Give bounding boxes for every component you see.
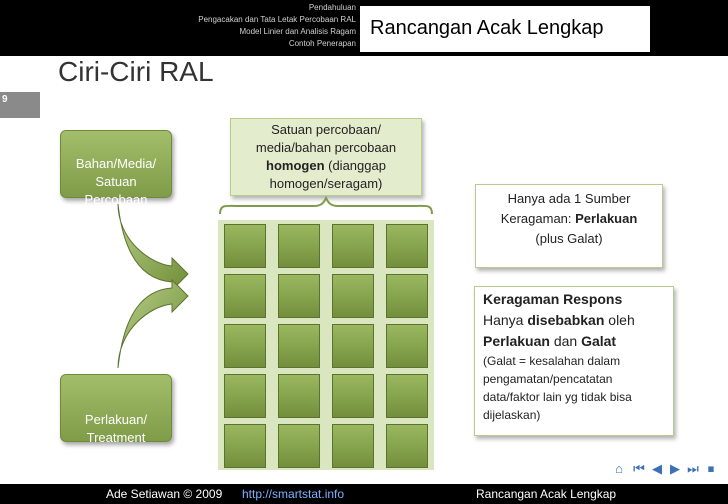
experimental-unit-grid (218, 220, 434, 470)
experimental-unit-cell (278, 374, 320, 418)
experimental-unit-cell (386, 424, 428, 468)
respons-line2 (483, 310, 665, 331)
experimental-unit-cell (278, 224, 320, 268)
respons-note: (Galat = kesalahan dalam pengamatan/pencatatan data/faktor lain yg tidak bisa dijelaskan) (483, 354, 632, 422)
respons-title-text: Keragaman Respons (483, 291, 623, 307)
footer-author: Ade Setiawan © 2009 (106, 487, 223, 501)
nav-item-pengacakan[interactable]: Pengacakan dan Tata Letak Percobaan RAL (198, 15, 356, 24)
respons-l2c: oleh (604, 312, 635, 328)
media-box (60, 130, 172, 207)
first-icon[interactable]: ⏮ (633, 461, 645, 476)
experimental-unit-cell (386, 274, 428, 318)
sumber-line1: Hanya ada 1 Sumber (507, 191, 631, 206)
experimental-unit-cell (224, 424, 266, 468)
response-variance-box (474, 286, 674, 436)
experimental-unit-cell (224, 274, 266, 318)
experimental-unit-cell (278, 324, 320, 368)
satuan-line2: media/bahan percobaan (255, 140, 397, 155)
satuan-line4: homogen/seragam) (269, 176, 383, 191)
nav-item-pendahuluan[interactable]: Pendahuluan (308, 3, 356, 12)
respons-l3a: Perlakuan (483, 333, 550, 349)
satuan-line3 (231, 157, 421, 175)
experimental-unit-cell (332, 274, 374, 318)
section-title: Rancangan Acak Lengkap (370, 17, 604, 39)
footer-topic: Rancangan Acak Lengkap (476, 487, 617, 501)
respons-l2a: Hanya (483, 312, 528, 328)
experimental-unit-cell (386, 374, 428, 418)
respons-title (483, 289, 665, 310)
respons-line3 (483, 331, 665, 352)
treatment-box (60, 374, 172, 445)
respons-l2b: disebabkan (527, 312, 605, 328)
satuan-line1: Satuan percobaan/ (271, 122, 381, 137)
experimental-unit-cell (224, 324, 266, 368)
slide-title: Ciri-Ciri RAL (58, 56, 214, 87)
home-icon[interactable]: ⌂ (615, 461, 623, 476)
sumber-line3: (plus Galat) (535, 231, 603, 246)
media-label: Bahan/Media/ Satuan Percobaan (75, 156, 157, 207)
footer-link[interactable]: http://smartstat.info (242, 487, 345, 501)
experimental-unit-cell (278, 274, 320, 318)
satuan-bold: homogen (266, 158, 325, 173)
brace-icon (218, 196, 434, 218)
experimental-unit-cell (224, 374, 266, 418)
arrow-down-right-icon (118, 204, 188, 290)
experimental-unit-cell (332, 424, 374, 468)
experimental-unit-cell (224, 224, 266, 268)
respons-l3c: Galat (581, 333, 617, 349)
nav-item-model-linier[interactable]: Model Linier dan Analisis Ragam (239, 27, 356, 36)
variance-source-box (475, 184, 663, 268)
last-icon[interactable]: ⏭ (687, 461, 699, 476)
slide-number: 9 (2, 94, 8, 105)
end-icon[interactable]: ⏹ (707, 461, 715, 476)
arrow-up-right-icon (118, 280, 188, 368)
section-nav (198, 2, 356, 50)
homogeneous-unit-box (230, 118, 422, 196)
treatment-label: Perlakuan/ Treatment (84, 412, 148, 445)
sumber-bold: Perlakuan (575, 211, 638, 226)
sumber-line2 (476, 209, 662, 229)
experimental-unit-cell (278, 424, 320, 468)
respons-l3b: dan (549, 333, 582, 349)
footer-link-wrap (242, 487, 344, 501)
experimental-unit-cell (386, 224, 428, 268)
experimental-unit-cell (332, 224, 374, 268)
nav-item-contoh[interactable]: Contoh Penerapan (288, 39, 356, 48)
sumber-line2-text: Keragaman: (500, 211, 576, 226)
section-title-box (360, 6, 650, 52)
satuan-line3-text: (dianggap (324, 158, 386, 173)
next-icon[interactable]: ▶ (670, 461, 680, 476)
experimental-unit-cell (386, 324, 428, 368)
experimental-unit-cell (332, 324, 374, 368)
experimental-unit-cell (332, 374, 374, 418)
arrows (110, 200, 200, 370)
prev-icon[interactable]: ◀ (652, 461, 662, 476)
